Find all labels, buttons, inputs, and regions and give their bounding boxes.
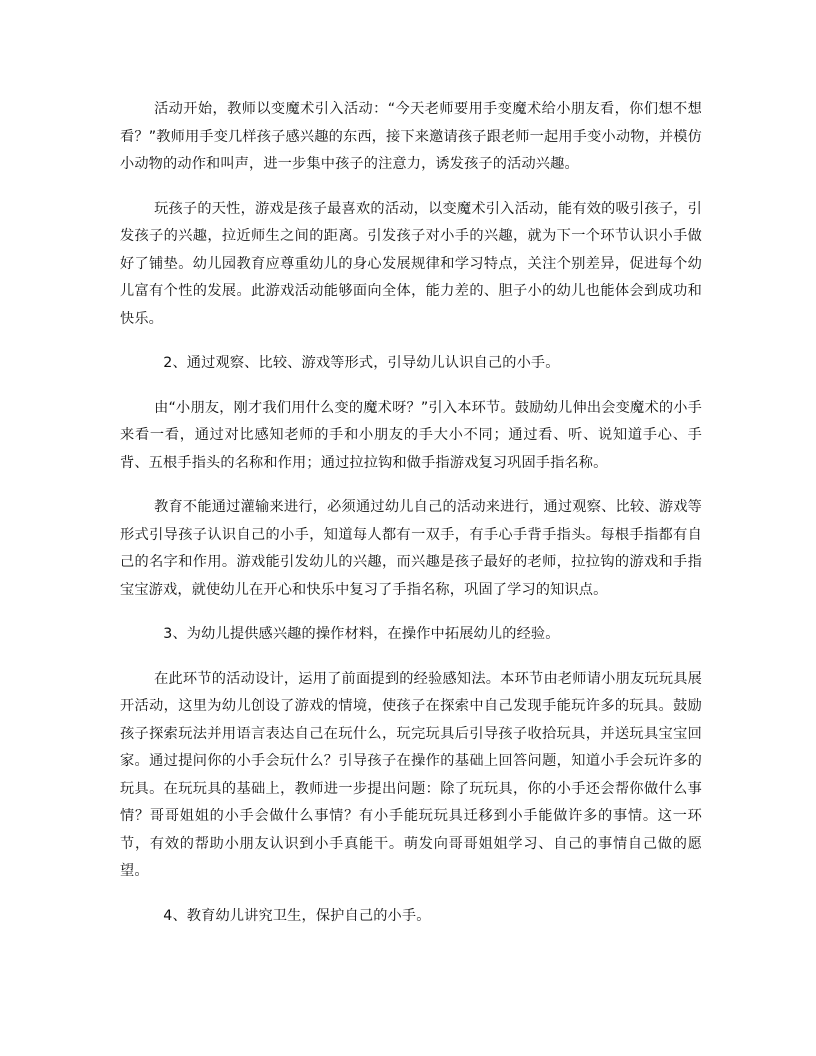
document-page [120, 96, 702, 947]
paragraph-intro-section: 由“小朋友，刚才我们用什么变的魔术呀？”引入本环节。鼓励幼儿伸出会变魔术的小手来看一看，通过对比感知老师的手和小朋友的手大小不同；通过看、听、说知道手心、手背、五根手指头的名称和作用；通过拉拉钩和做手指游戏复习巩固手指名称。 [120, 399, 702, 471]
paragraph-activity-design: 在此环节的活动设计，运用了前面提到的经验感知法。本环节由老师请小朋友玩玩具展开活动，这里为幼儿创设了游戏的情境，使孩子在探索中自己发现手能玩许多的玩具。鼓励孩子探索玩法并用语言表达自己在玩什么，玩完玩具后引导孩子收拾玩具，并送玩具宝宝回家。通过提问你的小手会玩什么？引导孩子在操作的基础上回答问题，知道小手会玩许多的玩具。在玩玩具的基础上，教师进一步提出问题：除了玩玩具，你的小手还会帮你做什么事情？哥哥姐姐的小手会做什么事情？有小手能玩玩具迁移到小手能做许多的事情。这一环节，有效的帮助小朋友认识到小手真能干。萌发向哥哥姐姐学习、自己的事情自己做的愿望。 [120, 670, 702, 879]
paragraph-intro-activity: 活动开始，教师以变魔术引入活动：“今天老师要用手变魔术给小朋友看，你们想不想看？”教师用手变几样孩子感兴趣的东西，接下来邀请孩子跟老师一起用手变小动物，并模仿小动物的动作和叫声，进一步集中孩子的注意力，诱发孩子的活动兴趣。 [120, 101, 702, 172]
section-heading-4: 4、教育幼儿讲究卫生，保护自己的小手。 [163, 907, 431, 924]
section-heading-2: 2、通过观察、比较、游戏等形式，引导幼儿认识自己的小手。 [163, 355, 560, 371]
section-heading-3: 3、为幼儿提供感兴趣的操作材料，在操作中拓展幼儿的经验。 [163, 626, 560, 642]
paragraph-education-method: 教育不能通过灌输来进行，必须通过幼儿自己的活动来进行，通过观察、比较、游戏等形式引导孩子认识自己的小手，知道每人都有一双手，有手心手背手指头。每根手指都有自己的名字和作用。游戏能引发幼儿的兴趣，而兴趣是孩子最好的老师，拉拉钩的游戏和手指宝宝游戏，就使幼儿在开心和快乐中复习了手指名称，巩固了学习的知识点。 [120, 499, 702, 598]
paragraph-game-nature: 玩孩子的天性，游戏是孩子最喜欢的活动，以变魔术引入活动，能有效的吸引孩子，引发孩子的兴趣，拉近师生之间的距离。引发孩子对小手的兴趣，就为下一个环节认识小手做好了铺垫。幼儿园教育应尊重幼儿的身心发展规律和学习特点，关注个别差异，促进每个幼儿富有个性的发展。此游戏活动能够面向全体，能力差的、胆子小的幼儿也能体会到成功和快乐。 [120, 200, 702, 327]
